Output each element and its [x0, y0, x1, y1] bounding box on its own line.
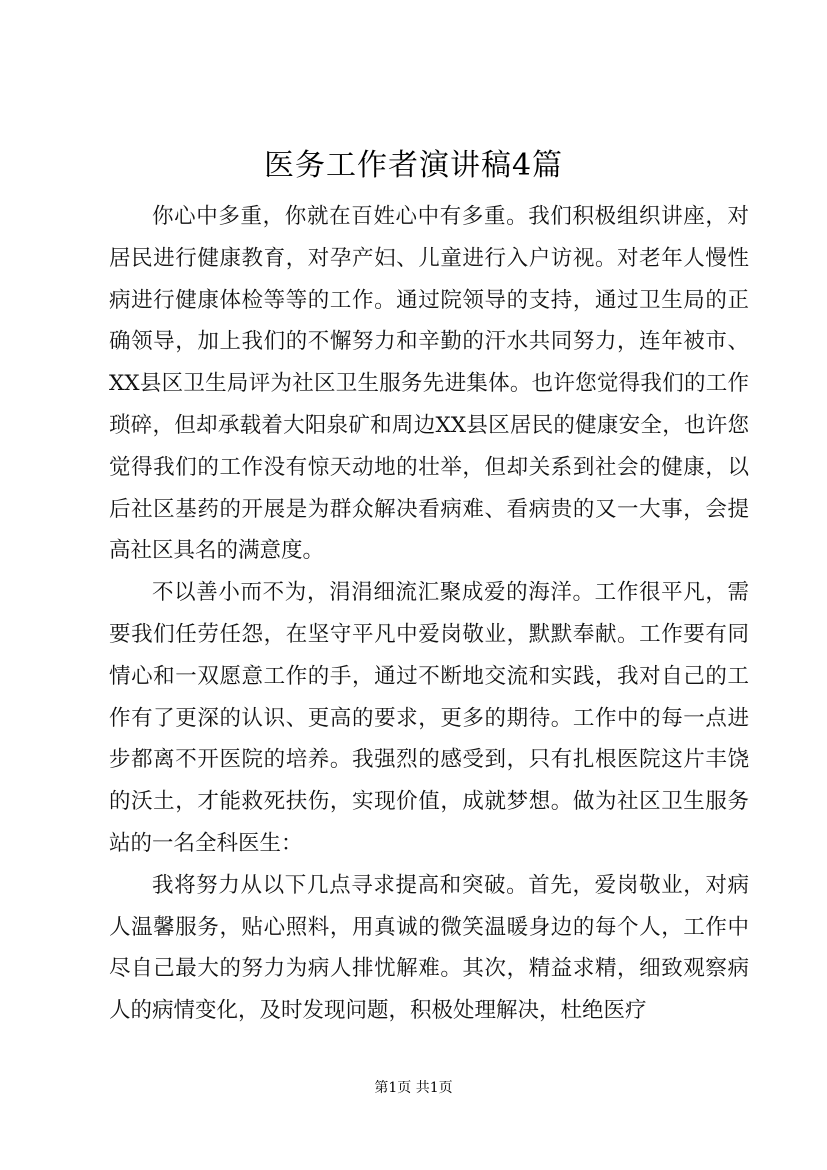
paragraph-2: 不以善小而不为，涓涓细流汇聚成爱的海洋。工作很平凡，需要我们任劳任怨，在坚守平凡中爱岗敬业，默默奉献。工作要有同情心和一双愿意工作的手，通过不断地交流和实践，我对自己的工作有了更深的认识、更高的要求，更多的期待。工作中的每一点进步都离不开医院的培养。我强烈的感受到，只有扎根医院这片丰饶的沃土，才能救死扶伤，实现价值，成就梦想。做为社区卫生服务站的一名全科医生：	[109, 580, 749, 856]
document-body	[109, 196, 749, 1032]
page-footer: 第1页 共1页	[374, 1080, 453, 1096]
paragraph-3: 我将努力从以下几点寻求提高和突破。首先，爱岗敬业，对病人温馨服务，贴心照料，用真诚的微笑温暖身边的每个人，工作中尽自己最大的努力为病人排忧解难。其次，精益求精，细致观察病人的病情变化，及时发现问题，积极处理解决，杜绝医疗	[109, 872, 749, 1024]
document-title: 医务工作者演讲稿4篇	[263, 148, 564, 183]
paragraph-1: 你心中多重，你就在百姓心中有多重。我们积极组织讲座，对居民进行健康教育，对孕产妇、儿童进行入户访视。对老年人慢性病进行健康体检等等的工作。通过院领导的支持，通过卫生局的正确领导，加上我们的不懈努力和辛勤的汗水共同努力，连年被市、XX县区卫生局评为社区卫生服务先进集体。也许您觉得我们的工作琐碎，但却承载着大阳泉矿和周边XX县区居民的健康安全，也许您觉得我们的工作没有惊天动地的壮举，但却关系到社会的健康，以后社区基药的开展是为群众解决看病难、看病贵的又一大事，会提高社区具名的满意度。	[109, 204, 749, 564]
